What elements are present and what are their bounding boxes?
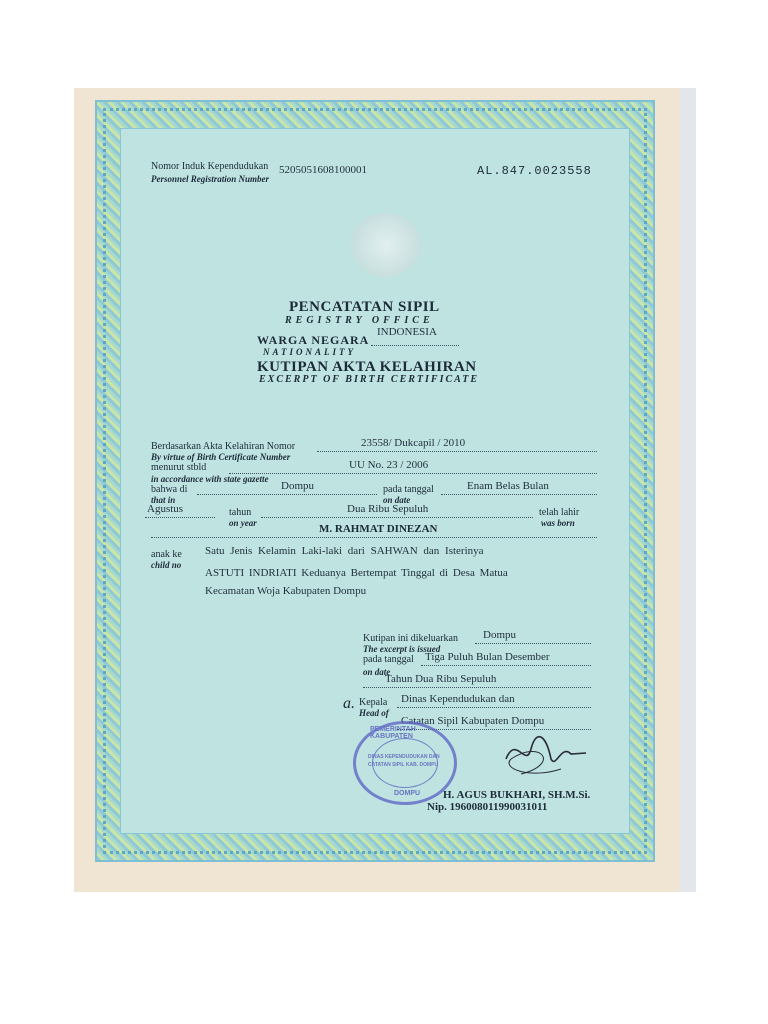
place-label: bahwa di (151, 484, 188, 495)
stbld-value: UU No. 23 / 2006 (349, 459, 429, 471)
month-value: Agustus (147, 503, 184, 515)
serial-number: AL.847.0023558 (477, 164, 592, 178)
excerpt-title: KUTIPAN AKTA KELAHIRAN (257, 359, 477, 375)
excerpt-title-en: EXCERPT OF BIRTH CERTIFICATE (259, 374, 480, 385)
cert-number-value: 23558/ Dukcapil / 2010 (361, 437, 466, 449)
stamp-center-line-1: DINAS KEPENDUDUKAN DAN (368, 754, 440, 760)
born-label: telah lahir (539, 507, 580, 518)
nik-label-en: Personnel Registration Number (151, 174, 270, 184)
stamp-ring-bottom: DOMPU (394, 790, 421, 797)
date-value: Enam Belas Bulan (467, 480, 549, 492)
year-label: tahun (229, 507, 252, 518)
nationality-label-en: NATIONALITY (263, 347, 357, 357)
born-label-en: was born (541, 518, 575, 528)
cert-number-label: Berdasarkan Akta Kelahiran Nomor (151, 441, 296, 452)
place-value: Dompu (281, 480, 314, 492)
official-name: H. AGUS BUKHARI, SH.M.Si. (443, 789, 591, 801)
head-line-1: Dinas Kependudukan dan (401, 693, 515, 705)
registry-title-en: REGISTRY OFFICE (285, 315, 434, 326)
issued-place: Dompu (483, 629, 516, 641)
official-nip: Nip. 196008011990031011 (427, 801, 548, 813)
birth-certificate (120, 128, 630, 834)
nationality-value: INDONESIA (377, 326, 437, 338)
child-desc-line-3: Kecamatan Woja Kabupaten Dompu (205, 585, 367, 597)
place-label-en: that in (151, 495, 176, 505)
child-desc-line-1: Satu Jenis Kelamin Laki-laki dari SAHWAN dan Isterinya (205, 545, 484, 557)
child-name: M. RAHMAT DINEZAN (319, 523, 438, 535)
date-label-en: on date (383, 495, 411, 505)
head-label: Kepala (359, 697, 388, 708)
child-label-en: child no (151, 560, 182, 570)
child-desc-line-2: ASTUTI INDRIATI Keduanya Bertempat Tinggal di Desa Matua (205, 567, 508, 579)
issued-date-value: Tiga Puluh Bulan Desember (425, 651, 550, 663)
garuda-emblem-icon (351, 213, 421, 277)
cert-number-label-en: By virtue of Birth Certificate Number (151, 452, 291, 462)
scan-edge (680, 88, 696, 892)
date-label: pada tanggal (383, 484, 434, 495)
stbld-label: menurut stbld (151, 462, 207, 473)
head-prefix: a. (343, 695, 355, 712)
head-line-2: Catatan Sipil Kabupaten Dompu (401, 715, 545, 727)
issued-date-label-en: on date (363, 667, 391, 677)
issued-year-value: Tahun Dua Ribu Sepuluh (385, 673, 497, 685)
issued-date-label: pada tanggal (363, 654, 414, 665)
nik-value: 5205051608100001 (279, 164, 367, 176)
stamp-center-line-2: CATATAN SIPIL KAB. DOMPU (368, 762, 439, 768)
year-label-en: on year (229, 518, 257, 528)
official-stamp (353, 721, 457, 805)
nationality-label: WARGA NEGARA (257, 333, 370, 347)
stbld-label-en: in accordance with state gazette (151, 474, 269, 484)
issued-label: Kutipan ini dikeluarkan (363, 633, 458, 644)
stamp-ring-top: PEMERINTAH KABUPATEN (370, 726, 416, 740)
signature-icon (501, 729, 591, 779)
year-value: Dua Ribu Sepuluh (347, 503, 429, 515)
registry-title: PENCATATAN SIPIL (289, 299, 440, 315)
head-label-en: Head of (359, 708, 389, 718)
nik-label: Nomor Induk Kependudukan (151, 161, 269, 172)
issued-label-en: The excerpt is issued (363, 644, 441, 654)
child-label: anak ke (151, 549, 182, 560)
